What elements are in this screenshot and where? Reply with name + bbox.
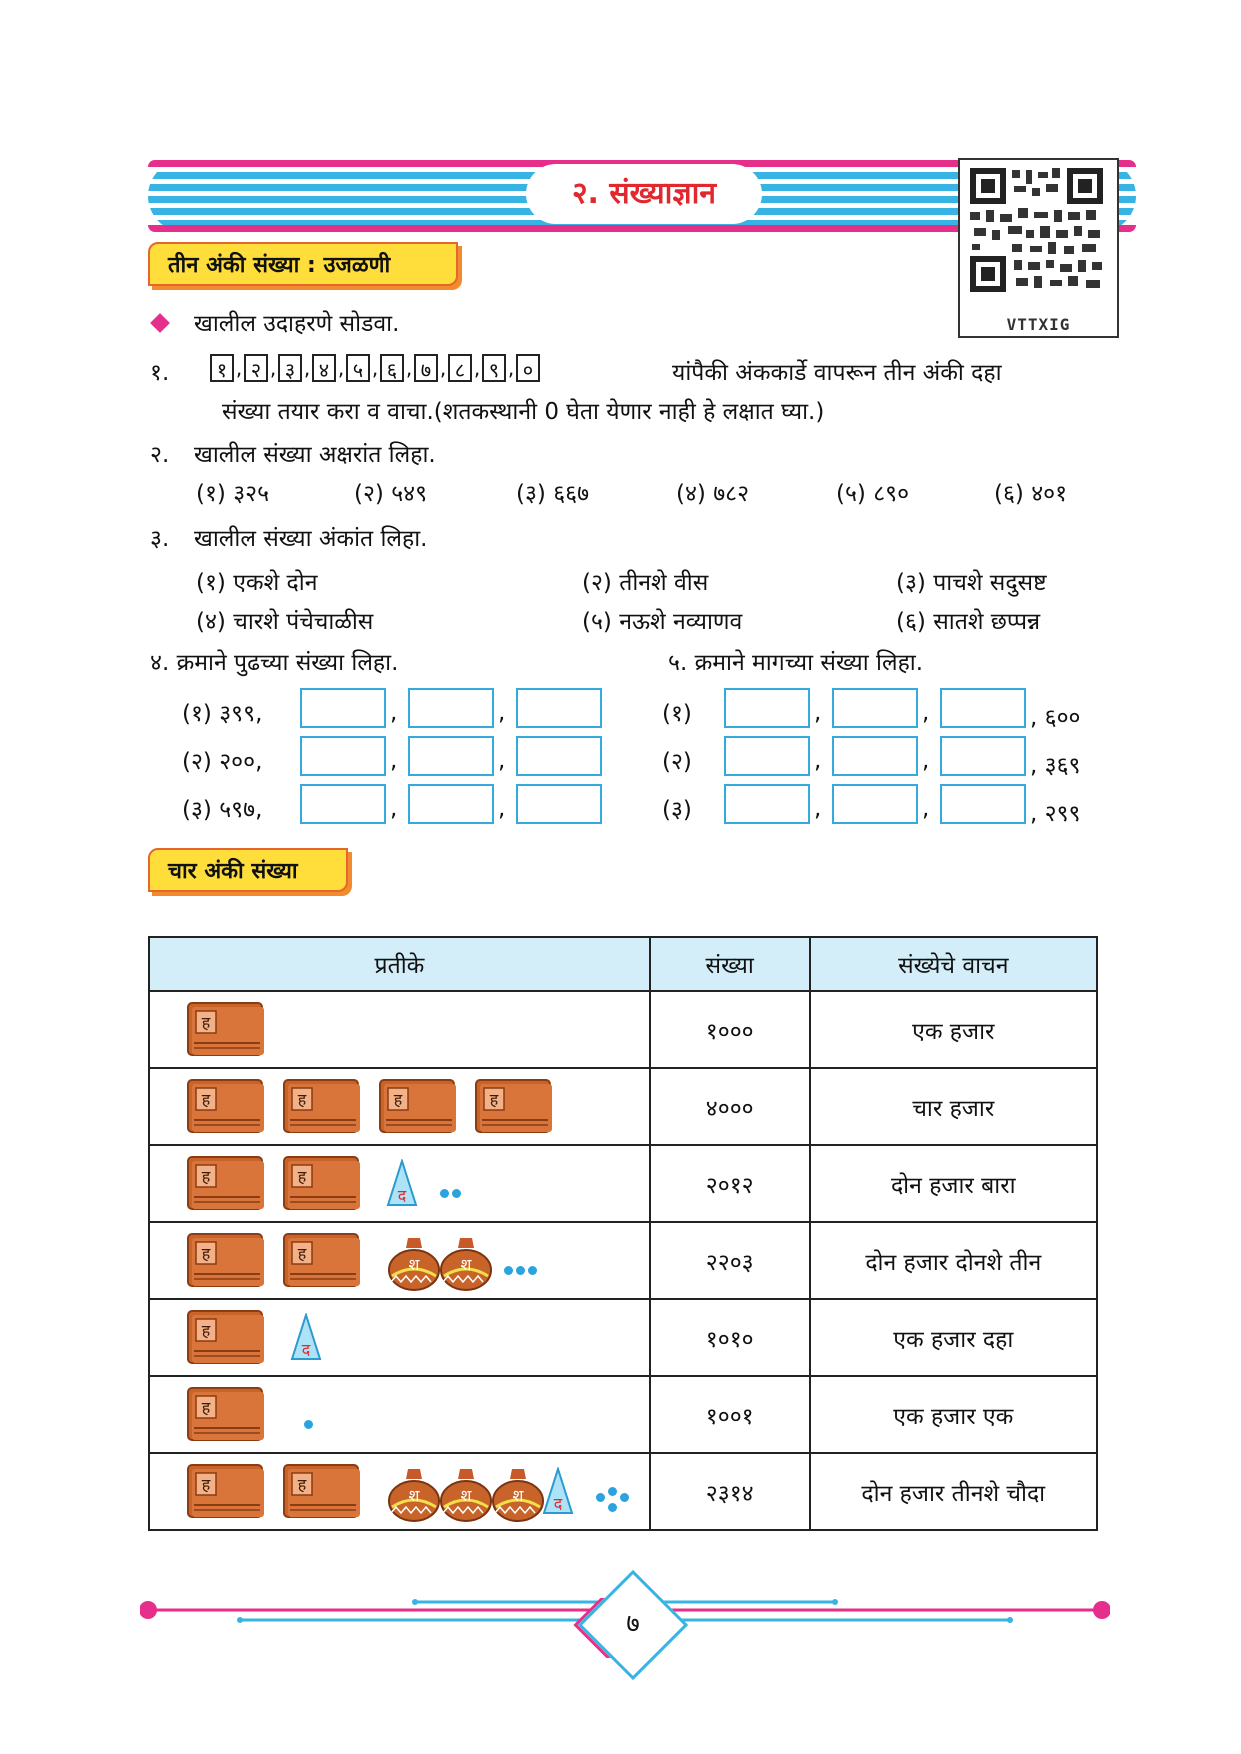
one-dot-icon [440, 1189, 449, 1198]
answer-box[interactable] [516, 784, 602, 824]
svg-text:ह: ह [489, 1090, 499, 1109]
section-tag-three-digit: तीन अंकी संख्या : उजळणी [148, 242, 458, 286]
ten-triangle-icon [542, 1467, 574, 1517]
svg-text:ह: ह [297, 1090, 307, 1109]
answer-box[interactable] [940, 736, 1026, 776]
q2-item: (६) ४०१ [994, 481, 1068, 507]
thousand-book-icon [184, 1230, 268, 1290]
svg-text:ह: ह [201, 1398, 211, 1417]
thousand-book-icon [184, 1384, 268, 1444]
q2-item: (२) ५४९ [354, 481, 428, 507]
svg-text:ह: ह [297, 1167, 307, 1186]
q4-row-label: (३) ५९७, [182, 797, 263, 823]
digit-card: ० [516, 354, 540, 382]
svg-text:ह: ह [297, 1244, 307, 1263]
answer-box[interactable] [940, 688, 1026, 728]
answer-box[interactable] [300, 784, 386, 824]
number-cell: १००० [650, 991, 810, 1068]
one-dot-icon [452, 1189, 461, 1198]
thousand-book-icon [184, 1461, 268, 1521]
svg-text:श: श [460, 1486, 472, 1505]
answer-box[interactable] [408, 688, 494, 728]
hundred-pot-icon [438, 1463, 494, 1523]
one-dot-icon [528, 1266, 537, 1275]
number-cell: २२०३ [650, 1222, 810, 1299]
thousand-book-icon [472, 1076, 556, 1136]
symbols-cell [149, 1299, 650, 1376]
answer-box[interactable] [832, 688, 918, 728]
q5-row-label: (३) [662, 797, 692, 823]
digit-card: १ [210, 354, 234, 382]
answer-box[interactable] [940, 784, 1026, 824]
q1-line1: यांपैकी अंककार्डे वापरून तीन अंकी दहा [672, 360, 1002, 386]
reading-cell: चार हजार [810, 1068, 1097, 1145]
thousand-book-icon [280, 1076, 364, 1136]
table-header: प्रतीके [149, 937, 650, 991]
hundred-pot-icon [490, 1463, 546, 1523]
one-dot-icon [608, 1487, 617, 1496]
one-dot-icon [596, 1493, 605, 1502]
svg-text:ह: ह [201, 1167, 211, 1186]
q5-row-end: , ६०० [1030, 705, 1081, 731]
ten-triangle-icon [290, 1313, 322, 1363]
svg-text:द: द [301, 1340, 311, 1359]
q4-row-label: (२) २००, [182, 749, 263, 775]
symbols-cell [149, 991, 650, 1068]
svg-text:ह: ह [201, 1475, 211, 1494]
q2-number: २. [150, 442, 170, 468]
q5-row-label: (१) [662, 701, 692, 727]
table-row [149, 1376, 1097, 1453]
answer-box[interactable] [516, 688, 602, 728]
q3-item: (२) तीनशे वीस [582, 570, 709, 596]
one-dot-icon [608, 1503, 617, 1512]
digit-card: ३ [278, 354, 302, 382]
q2-text: खालील संख्या अक्षरांत लिहा. [194, 442, 436, 468]
answer-box[interactable] [724, 784, 810, 824]
answer-box[interactable] [724, 736, 810, 776]
reading-cell: एक हजार दहा [810, 1299, 1097, 1376]
one-dot-icon [516, 1266, 525, 1275]
hundred-pot-icon [438, 1232, 494, 1292]
instruction-text: खालील उदाहरणे सोडवा. [194, 311, 400, 337]
svg-text:ह: ह [393, 1090, 403, 1109]
answer-box[interactable] [832, 784, 918, 824]
q5-title: ५. क्रमाने मागच्या संख्या लिहा. [668, 650, 924, 676]
q1-line2: संख्या तयार करा व वाचा.(शतकस्थानी 0 घेता येणार नाही हे लक्षात घ्या.) [222, 399, 825, 425]
digit-card: ६ [380, 354, 404, 382]
answer-box[interactable] [408, 784, 494, 824]
q3-item: (४) चारशे पंचेचाळीस [196, 609, 374, 635]
thousand-book-icon [184, 999, 268, 1059]
place-value-table [148, 936, 1098, 1531]
digit-card: ८ [448, 354, 472, 382]
q3-item: (५) नऊशे नव्याणव [582, 609, 743, 635]
q2-item: (४) ७८२ [676, 481, 750, 507]
q3-item: (६) सातशे छप्पन्न [896, 609, 1041, 635]
hundred-pot-icon [386, 1232, 442, 1292]
table-row [149, 991, 1097, 1068]
digit-card: ९ [482, 354, 506, 382]
q2-item: (३) ६६७ [516, 481, 590, 507]
digit-card: २ [244, 354, 268, 382]
digit-card: ५ [346, 354, 370, 382]
svg-text:ह: ह [201, 1321, 211, 1340]
number-cell: ४००० [650, 1068, 810, 1145]
svg-text:श: श [408, 1255, 420, 1274]
digit-card: ४ [312, 354, 336, 382]
answer-box[interactable] [516, 736, 602, 776]
thousand-book-icon [280, 1153, 364, 1213]
reading-cell: दोन हजार दोनशे तीन [810, 1222, 1097, 1299]
q2-item: (५) ८९० [836, 481, 910, 507]
qr-code-icon [960, 160, 1113, 300]
q3-item: (३) पाचशे सदुसष्ट [896, 570, 1047, 596]
q5-row-end: , ३६९ [1030, 753, 1081, 779]
table-row [149, 1299, 1097, 1376]
symbols-cell [149, 1068, 650, 1145]
symbols-cell [149, 1453, 650, 1530]
hundred-pot-icon [386, 1463, 442, 1523]
q5-row-label: (२) [662, 749, 692, 775]
reading-cell: दोन हजार तीनशे चौदा [810, 1453, 1097, 1530]
bullet-diamond-icon [150, 313, 170, 333]
svg-text:द: द [397, 1186, 407, 1205]
thousand-book-icon [280, 1461, 364, 1521]
symbols-cell [149, 1222, 650, 1299]
q4-title: ४. क्रमाने पुढच्या संख्या लिहा. [150, 650, 399, 676]
svg-text:ह: ह [201, 1090, 211, 1109]
thousand-book-icon [184, 1153, 268, 1213]
table-row [149, 1453, 1097, 1530]
reading-cell: दोन हजार बारा [810, 1145, 1097, 1222]
q5-row-end: , २९९ [1030, 801, 1081, 827]
svg-text:ह: ह [297, 1475, 307, 1494]
symbols-cell [149, 1376, 650, 1453]
svg-text:श: श [408, 1486, 420, 1505]
thousand-book-icon [184, 1076, 268, 1136]
ten-triangle-icon [386, 1159, 418, 1209]
answer-box[interactable] [832, 736, 918, 776]
one-dot-icon [504, 1266, 513, 1275]
reading-cell: एक हजार एक [810, 1376, 1097, 1453]
q3-text: खालील संख्या अंकांत लिहा. [194, 526, 428, 552]
table-header: संख्या [650, 937, 810, 991]
section-tag-four-digit: चार अंकी संख्या [148, 848, 348, 892]
thousand-book-icon [280, 1230, 364, 1290]
number-cell: १०१० [650, 1299, 810, 1376]
answer-box[interactable] [724, 688, 810, 728]
answer-box[interactable] [300, 736, 386, 776]
answer-box[interactable] [300, 688, 386, 728]
answer-box[interactable] [408, 736, 494, 776]
thousand-book-icon [184, 1307, 268, 1367]
q1-number: १. [150, 360, 170, 386]
reading-cell: एक हजार [810, 991, 1097, 1068]
q3-number: ३. [150, 526, 170, 552]
page-number: ७ [626, 1609, 640, 1639]
chapter-title: २. संख्याज्ञान [526, 164, 762, 224]
number-cell: १००१ [650, 1376, 810, 1453]
svg-text:ह: ह [201, 1244, 211, 1263]
one-dot-icon [304, 1420, 313, 1429]
table-header: संख्येचे वाचन [810, 937, 1097, 991]
thousand-book-icon [376, 1076, 460, 1136]
digit-card: ७ [414, 354, 438, 382]
qr-code-text: VTTXIG [1006, 315, 1071, 334]
svg-text:श: श [512, 1486, 524, 1505]
svg-text:ह: ह [201, 1013, 211, 1032]
qr-code[interactable] [958, 158, 1119, 338]
table-row [149, 1068, 1097, 1145]
number-cell: २३१४ [650, 1453, 810, 1530]
symbols-cell [149, 1145, 650, 1222]
q3-item: (१) एकशे दोन [196, 570, 318, 596]
table-row [149, 1145, 1097, 1222]
svg-text:श: श [460, 1255, 472, 1274]
number-cell: २०१२ [650, 1145, 810, 1222]
table-row [149, 1222, 1097, 1299]
q2-item: (१) ३२५ [196, 481, 270, 507]
digit-cards: १ , २ , ३ , ४ , ५ , ६ , ७ , ८ , ९ , ० [210, 354, 540, 382]
svg-text:द: द [553, 1494, 563, 1513]
q4-row-label: (१) ३९९, [182, 701, 263, 727]
one-dot-icon [620, 1493, 629, 1502]
